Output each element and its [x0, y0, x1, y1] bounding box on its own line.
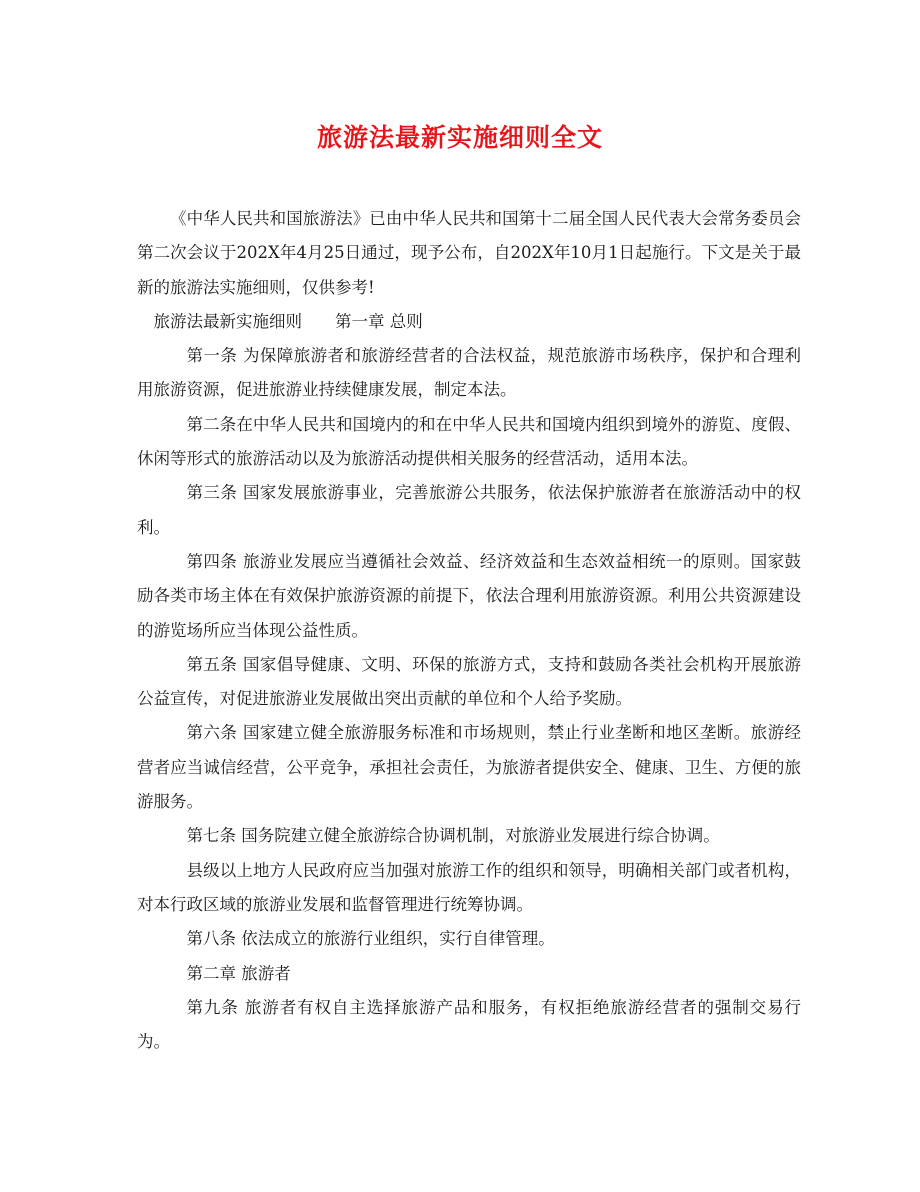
article-3: 第三条 国家发展旅游事业，完善旅游公共服务，依法保护旅游者在旅游活动中的权利。: [137, 483, 801, 537]
article-6: 第六条 国家建立健全旅游服务标准和市场规则，禁止行业垄断和地区垄断。旅游经营者应当诚信经营，公平竞争，承担社会责任，为旅游者提供安全、健康、卫生、方便的旅游服务。: [137, 723, 801, 812]
intro-paragraph: 《中华人民共和国旅游法》已由中华人民共和国第十二届全国人民代表大会常务委员会第二次会议于202X年4月25日通过，现予公布，自202X年10月1日起施行。下文是关于最新的旅游法实施细则，仅供参考!: [137, 209, 801, 297]
article-4: 第四条 旅游业发展应当遵循社会效益、经济效益和生态效益相统一的原则。国家鼓励各类市场主体在有效保护旅游资源的前提下，依法合理利用旅游资源。利用公共资源建设的游览场所应当体现公益性质。: [137, 551, 801, 640]
article-7: 第七条 国务院建立健全旅游综合协调机制，对旅游业发展进行综合协调。: [186, 826, 720, 846]
article-5: 第五条 国家倡导健康、文明、环保的旅游方式，支持和鼓励各类社会机构开展旅游公益宣传，对促进旅游业发展做出突出贡献的单位和个人给予奖励。: [137, 654, 801, 709]
article-8: 第八条 依法成立的旅游行业组织，实行自律管理。: [186, 929, 555, 949]
chapter-heading-tourists: 第二章 旅游者: [186, 963, 291, 983]
chapter-heading-general: 旅游法最新实施细则 第一章 总则: [153, 311, 423, 331]
document-body: [137, 202, 801, 1059]
article-7-clause-2: 县级以上地方人民政府应当加强对旅游工作的组织和领导，明确相关部门或者机构，对本行政区域的旅游业发展和监督管理进行统筹协调。: [137, 860, 801, 914]
article-1: 第一条 为保障旅游者和旅游经营者的合法权益，规范旅游市场秩序，保护和合理利用旅游资源，促进旅游业持续健康发展，制定本法。: [137, 346, 801, 400]
article-2: 第二条在中华人民共和国境内的和在中华人民共和国境内组织到境外的游览、度假、休闲等形式的旅游活动以及为旅游活动提供相关服务的经营活动，适用本法。: [137, 414, 801, 469]
article-9: 第九条 旅游者有权自主选择旅游产品和服务，有权拒绝旅游经营者的强制交易行为。: [137, 997, 801, 1052]
document-title: 旅游法最新实施细则全文: [316, 123, 603, 152]
